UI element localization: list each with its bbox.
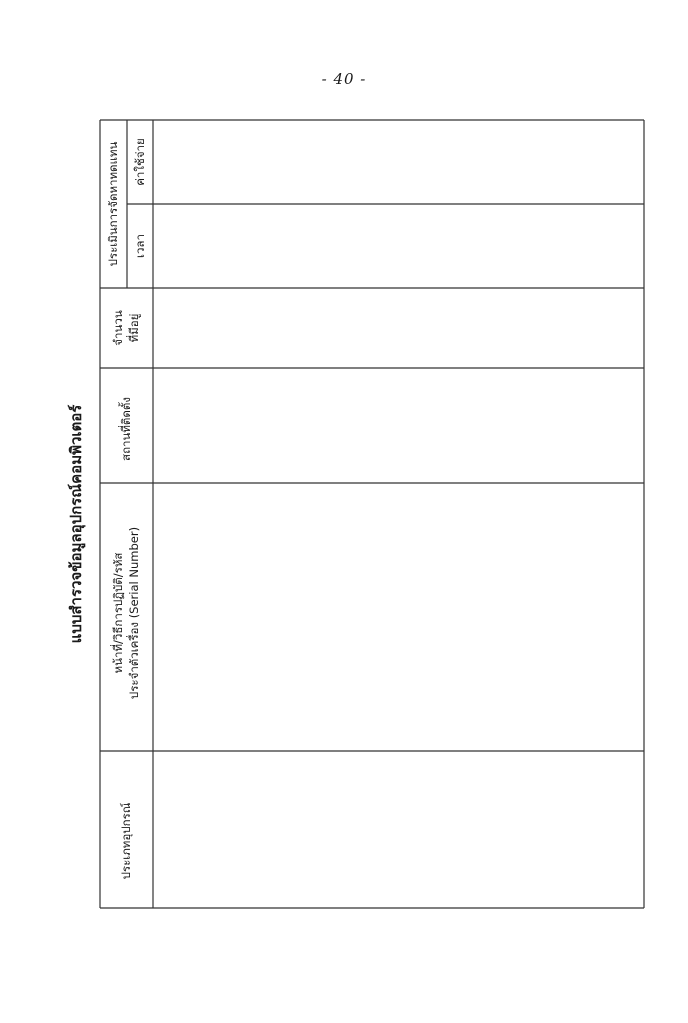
- form-title: แบบสำรวจข้อมูลอุปกรณ์คอมพิวเตอร์: [67, 404, 85, 644]
- header-function-line2: ประจำตัวเครื่อง (Serial Number): [127, 526, 141, 700]
- header-device-type: ประเภทอุปกรณ์: [119, 802, 133, 880]
- header-location: สถานที่ติดตั้ง: [119, 397, 133, 461]
- page-number: - 40 -: [321, 70, 367, 88]
- header-cost: ค่าใช้จ่าย: [133, 138, 147, 186]
- header-replacement: ประเมินการจัดหาทดแทน: [106, 141, 120, 267]
- header-quantity-line2: ที่มีอยู่: [127, 313, 141, 343]
- header-quantity-line1: จำนวน: [111, 310, 125, 346]
- header-time: เวลา: [133, 234, 147, 258]
- header-function-line1: หน้าที่/วิธีการปฏิบัติ/รหัส: [111, 552, 125, 674]
